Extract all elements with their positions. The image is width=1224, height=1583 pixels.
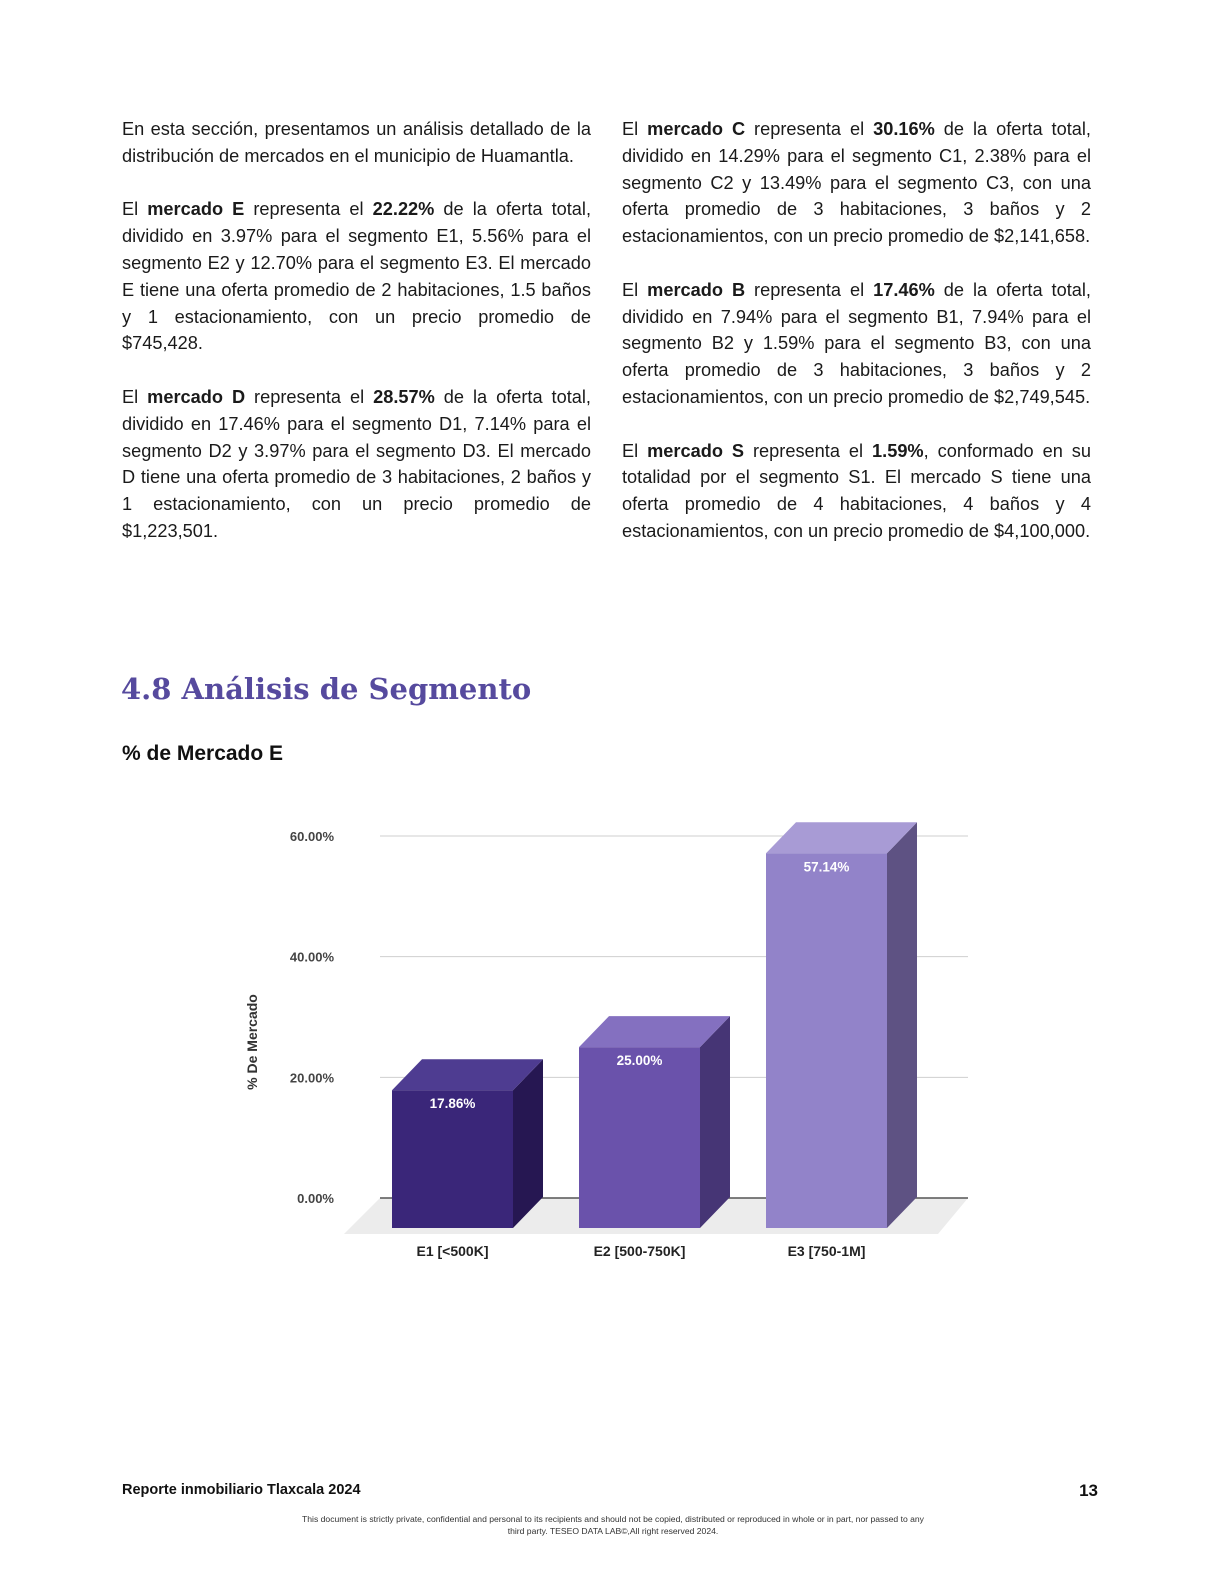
y-tick-label: 60.00% (289, 829, 334, 844)
market-b-paragraph: El mercado B representa el 17.46% de la oferta total, dividido en 7.94% para el segmento B1, 7.94% para el segmento B2 y 1.59% para el segmento B3, con una oferta promedio de 3 habitaciones, 3 baños y 2 estacionamientos, con un precio promedio de $2,749,545. (622, 279, 1091, 407)
left-text-column (122, 116, 591, 572)
y-tick-label: 0.00% (297, 1191, 334, 1206)
bar-side (887, 822, 917, 1228)
market-c-paragraph: El mercado C representa el 30.16% de la oferta total, dividido en 14.29% para el segmento C1, 2.38% para el segmento C2 y 13.49% para el segmento C3, con una oferta promedio de 3 habitaciones, 3 baños y 2 estacionamientos, con un precio promedio de $2,141,658. (622, 119, 1091, 247)
market-e-paragraph: El mercado E representa el 22.22% de la oferta total, dividido en 3.97% para el segmento E1, 5.56% para el segmento E2 y 12.70% para el segmento E3. El mercado E tiene una oferta promedio de 2 habitaciones, 1.5 baños y 1 estacionamiento, con un precio promedio de $745,428. (122, 199, 591, 354)
section-title: 4.8 Análisis de Segmento (121, 672, 532, 706)
y-tick-label: 40.00% (289, 949, 334, 965)
intro-paragraph: En esta sección, presentamos un análisis detallado de la distribución de mercados en el municipio de Huamantla. (122, 119, 591, 166)
chart-title: % de Mercado E (122, 742, 284, 765)
right-text-column (622, 116, 1091, 572)
confidentiality-disclaimer: This document is strictly private, confidential and personal to its recipients and should not be copied, distributed or reproduced in whole or in part, nor passed to any third party. TESEO DATA LAB©,All right reserved 2024. (302, 1514, 924, 1536)
x-tick-label: E1 [<500K] (416, 1243, 489, 1259)
market-e-bar-chart (230, 815, 990, 1275)
page-number: 13 (1079, 1481, 1098, 1500)
x-tick-label: E2 [500-750K] (593, 1243, 686, 1259)
data-label: 17.86% (429, 1096, 476, 1112)
x-tick-label: E3 [750-1M] (787, 1243, 866, 1259)
market-s-paragraph: El mercado S representa el 1.59%, conformado en su totalidad por el segmento S1. El mercado S tiene una oferta promedio de 4 habitaciones, 4 baños y 4 estacionamientos, con un precio promedio de $4,100,000. (622, 440, 1092, 541)
y-axis-label: % De Mercado (244, 994, 260, 1090)
data-label: 25.00% (616, 1053, 663, 1069)
data-label: 57.14% (803, 859, 850, 875)
market-d-paragraph: El mercado D representa el 28.57% de la oferta total, dividido en 17.46% para el segmento D1, 7.14% para el segmento D2 y 3.97% para el segmento D3. El mercado D tiene una oferta promedio de 3 habitaciones, 2 baños y 1 estacionamiento, con un precio promedio de $1,223,501. (122, 386, 591, 541)
bar (579, 1047, 700, 1228)
bar-side (700, 1016, 730, 1228)
y-tick-label: 20.00% (289, 1070, 334, 1086)
bar (766, 853, 887, 1228)
report-title: Reporte inmobiliario Tlaxcala 2024 (122, 1482, 361, 1498)
